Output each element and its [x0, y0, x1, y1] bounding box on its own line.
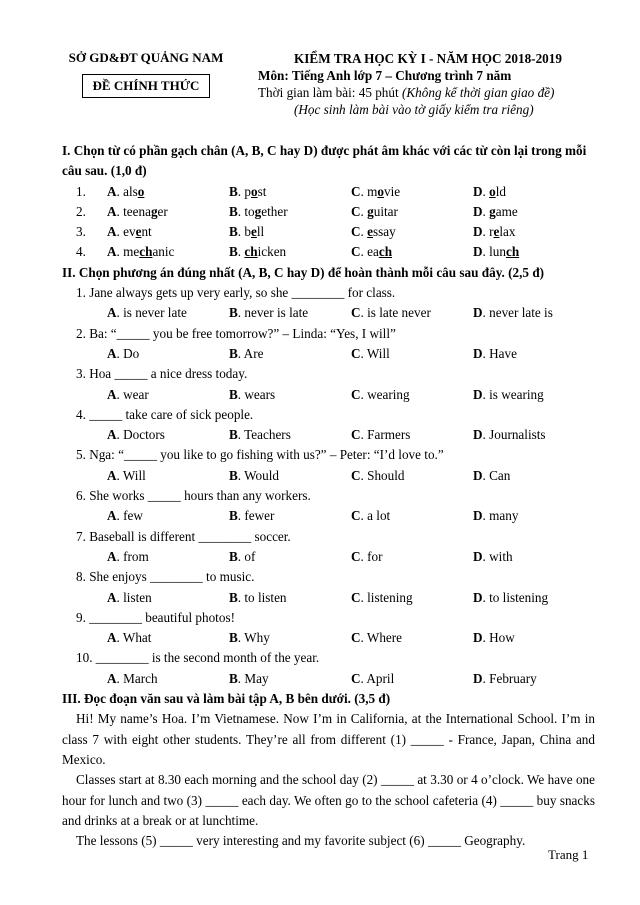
- option: B. chicken: [229, 244, 287, 260]
- option-text: February: [489, 670, 537, 686]
- underlined-part: g: [489, 203, 496, 219]
- underlined-part: e: [367, 224, 373, 240]
- option: D. How: [473, 630, 515, 646]
- word-part: ld: [495, 183, 506, 199]
- official-box: ĐỀ CHÍNH THỨC: [82, 74, 211, 98]
- option-letter: A: [107, 670, 117, 686]
- underlined-part: ch: [378, 244, 393, 260]
- section2-title: II. Chọn phương án đúng nhất (A, B, C hay D) để hoàn thành mỗi câu sau đây. (2,5 đ): [62, 264, 545, 280]
- option: B. Would: [229, 467, 279, 483]
- option-text: is wearing: [489, 386, 544, 402]
- word-part: me: [123, 244, 140, 260]
- option: D. Have: [473, 345, 517, 361]
- option: B. post: [229, 183, 267, 199]
- option-letter: B: [229, 630, 238, 646]
- options-row: [62, 303, 595, 323]
- option-text: Why: [244, 630, 270, 646]
- underlined-part: e: [135, 224, 142, 240]
- passage-paragraph: Classes start at 8.30 each morning and the school day (2) _____ at 3.30 or 4 o’clock. We have one hour for lunch and two (3) _____ each day. We often go to the school cafeteria (4) _____ buy snacks and drinks at a break or at lunchtime.: [62, 772, 595, 828]
- option-letter: C: [351, 244, 361, 260]
- option-text: Doctors: [123, 427, 165, 443]
- word-part: icken: [257, 244, 287, 260]
- pronunciation-row: [62, 202, 595, 222]
- org-name: SỞ GD&ĐT QUẢNG NAM: [68, 50, 224, 65]
- option-text: wearing: [367, 386, 410, 402]
- option: D. relax: [473, 224, 516, 240]
- option: B. together: [229, 203, 288, 219]
- option-letter: C: [351, 305, 361, 321]
- option-text: Should: [367, 467, 405, 483]
- option-letter: B: [229, 467, 238, 483]
- word-part: als: [123, 183, 138, 199]
- option-letter: B: [229, 508, 238, 524]
- option: B. bell: [229, 224, 265, 240]
- option: D. is wearing: [473, 386, 544, 402]
- option-letter: D: [473, 589, 483, 605]
- option-letter: B: [229, 548, 238, 564]
- option-text: Will: [122, 467, 146, 483]
- word-part: m: [367, 183, 378, 199]
- option-letter: C: [351, 548, 361, 564]
- word-part: lun: [489, 244, 506, 260]
- option: A. is never late: [107, 305, 187, 321]
- option-letter: A: [107, 467, 117, 483]
- option-text: Farmers: [367, 427, 411, 443]
- option-letter: D: [473, 630, 483, 646]
- option: B. wears: [229, 386, 276, 402]
- underlined-part: o: [137, 183, 145, 199]
- option-letter: A: [107, 305, 117, 321]
- question-text: 7. Baseball is different ________ soccer.: [76, 528, 291, 544]
- option-letter: A: [107, 224, 117, 240]
- option-letter: D: [473, 508, 483, 524]
- option-text: to listen: [244, 589, 287, 605]
- option-letter: A: [107, 183, 117, 199]
- option-text: of: [244, 548, 256, 564]
- passage-paragraph: Hi! My name’s Hoa. I’m Vietnamese. Now I’m in California, at the International School. I’m in class 7 with eight other students. They’re all from different (1) _____ - France, Japan, China and Mexico.: [62, 711, 595, 767]
- option: B. May: [229, 670, 269, 686]
- word-part: to: [244, 203, 255, 219]
- option-text: never late is: [489, 305, 553, 321]
- option-text: is never late: [123, 305, 187, 321]
- question-text: 4. _____ take care of sick people.: [76, 406, 254, 422]
- options-row: [62, 588, 595, 608]
- exam-subject: Môn: Tiếng Anh lớp 7 – Chương trình 7 năm: [258, 68, 512, 83]
- option: D. old: [473, 183, 506, 199]
- underlined-part: g: [150, 203, 158, 219]
- option-text: April: [366, 670, 395, 686]
- option-text: Teachers: [244, 427, 291, 443]
- word-part: ether: [261, 203, 288, 219]
- option-letter: A: [107, 244, 117, 260]
- section1-title: I. Chọn từ có phần gạch chân (A, B, C hay D) được phát âm khác với các từ còn lại trong mỗi câu sau. (1,0 đ): [62, 143, 587, 179]
- underlined-part: ch: [139, 244, 153, 260]
- option-letter: A: [107, 508, 117, 524]
- option-letter: C: [351, 183, 361, 199]
- option-letter: D: [473, 427, 483, 443]
- option-letter: C: [351, 508, 361, 524]
- option: C. essay: [351, 224, 396, 240]
- question-number: 3.: [76, 224, 86, 240]
- option-letter: A: [107, 386, 117, 402]
- header-right: [258, 50, 598, 118]
- option-letter: D: [473, 386, 483, 402]
- option-letter: B: [229, 589, 238, 605]
- option-letter: D: [473, 203, 483, 219]
- option: B. Are: [229, 345, 264, 361]
- option: A. March: [107, 670, 158, 686]
- option-letter: D: [473, 467, 483, 483]
- option: A. What: [107, 630, 152, 646]
- question-number: 2.: [76, 203, 86, 219]
- section3-passage: [62, 709, 595, 851]
- option-letter: C: [351, 589, 361, 605]
- option: A. Doctors: [107, 427, 165, 443]
- option-letter: A: [107, 427, 117, 443]
- option-text: Will: [366, 345, 390, 361]
- option: A. mechanic: [107, 244, 175, 260]
- option: A. few: [107, 508, 143, 524]
- underlined-part: o: [489, 183, 496, 199]
- option: A. from: [107, 548, 149, 564]
- question-text: 1. Jane always gets up very early, so she ________ for class.: [76, 285, 396, 301]
- option-letter: D: [473, 305, 483, 321]
- header-left: [56, 50, 236, 98]
- option-text: fewer: [244, 508, 275, 524]
- option-letter: B: [229, 427, 238, 443]
- option: D. many: [473, 508, 519, 524]
- exam-title: KIỂM TRA HỌC KỲ I - NĂM HỌC 2018-2019: [294, 51, 562, 66]
- option-text: never is late: [244, 305, 309, 321]
- option-letter: A: [107, 203, 117, 219]
- option-text: wear: [123, 386, 149, 402]
- pronunciation-row: [62, 222, 595, 242]
- option-text: Are: [243, 345, 264, 361]
- underlined-part: ch: [505, 244, 520, 260]
- option-letter: B: [229, 670, 238, 686]
- word-part: b: [244, 224, 251, 240]
- word-part: ll: [256, 224, 265, 240]
- option-text: Have: [489, 345, 517, 361]
- option: D. February: [473, 670, 537, 686]
- option-letter: D: [473, 670, 483, 686]
- option: A. wear: [107, 386, 149, 402]
- question-text: 3. Hoa _____ a nice dress today.: [76, 366, 248, 382]
- option-letter: C: [351, 670, 361, 686]
- option-text: May: [244, 670, 269, 686]
- option-text: wears: [244, 386, 276, 402]
- word-part: ssay: [372, 224, 396, 240]
- option: D. with: [473, 548, 513, 564]
- word-part: vie: [383, 183, 401, 199]
- word-part: lax: [499, 224, 516, 240]
- option-letter: B: [229, 305, 238, 321]
- word-part: ea: [367, 244, 379, 260]
- option-text: listen: [123, 589, 152, 605]
- options-row: [62, 547, 595, 567]
- option-text: Do: [123, 345, 140, 361]
- option: C. movie: [351, 183, 401, 199]
- exam-content: [62, 141, 595, 851]
- underlined-part: o: [250, 183, 258, 199]
- option-text: Journalists: [489, 427, 546, 443]
- option: C. a lot: [351, 508, 391, 524]
- section1-rows: [62, 182, 595, 263]
- option: B. of: [229, 548, 256, 564]
- option: D. Journalists: [473, 427, 546, 443]
- option: A. listen: [107, 589, 152, 605]
- pronunciation-row: [62, 242, 595, 262]
- option: B. fewer: [229, 508, 275, 524]
- option: C. for: [351, 548, 383, 564]
- underlined-part: ch: [244, 244, 258, 260]
- options-row: [62, 344, 595, 364]
- word-part: ame: [495, 203, 518, 219]
- option: A. Do: [107, 345, 140, 361]
- option-text: with: [489, 548, 513, 564]
- option-letter: C: [351, 224, 361, 240]
- option: C. April: [351, 670, 395, 686]
- option: B. Teachers: [229, 427, 291, 443]
- option-letter: D: [473, 224, 483, 240]
- option-text: Where: [366, 630, 403, 646]
- option-text: March: [123, 670, 158, 686]
- option: C. Should: [351, 467, 405, 483]
- option-text: for: [367, 548, 383, 564]
- option-text: few: [123, 508, 143, 524]
- word-part: uitar: [373, 203, 398, 219]
- option: C. Will: [351, 345, 390, 361]
- option: C. guitar: [351, 203, 398, 219]
- option-letter: A: [107, 589, 117, 605]
- option: C. is late never: [351, 305, 431, 321]
- option-letter: C: [351, 386, 361, 402]
- option: A. teenager: [107, 203, 168, 219]
- option-letter: A: [107, 548, 117, 564]
- options-row: [62, 669, 595, 689]
- question-text: 5. Nga: “_____ you like to go fishing with us?” – Peter: “I’d love to.”: [76, 447, 444, 463]
- underlined-part: g: [367, 203, 374, 219]
- option-letter: B: [229, 224, 238, 240]
- option: D. Can: [473, 467, 511, 483]
- option-letter: D: [473, 183, 483, 199]
- underlined-part: e: [493, 224, 500, 240]
- options-row: [62, 425, 595, 445]
- pronunciation-row: [62, 182, 595, 202]
- options-row: [62, 506, 595, 526]
- option-letter: A: [107, 630, 117, 646]
- word-part: anic: [152, 244, 175, 260]
- option-letter: B: [229, 183, 238, 199]
- question-text: 9. ________ beautiful photos!: [76, 609, 235, 625]
- option: B. never is late: [229, 305, 309, 321]
- option-letter: C: [351, 203, 361, 219]
- option: D. to listening: [473, 589, 549, 605]
- option-letter: B: [229, 244, 238, 260]
- option: B. to listen: [229, 589, 287, 605]
- option-text: How: [489, 630, 515, 646]
- option-letter: A: [107, 345, 117, 361]
- question-text: 10. ________ is the second month of the year.: [76, 650, 320, 666]
- options-row: [62, 628, 595, 648]
- option-letter: B: [229, 345, 238, 361]
- option-text: listening: [367, 589, 413, 605]
- word-part: teena: [123, 203, 151, 219]
- option-text: What: [122, 630, 152, 646]
- exam-time: Thời gian làm bài: 45 phút (Không kể thời gian giao đề): [258, 85, 555, 100]
- option: D. game: [473, 203, 518, 219]
- option: C. Where: [351, 630, 403, 646]
- option-letter: C: [351, 345, 361, 361]
- question-number: 1.: [76, 183, 86, 199]
- underlined-part: o: [377, 183, 384, 199]
- option: C. Farmers: [351, 427, 411, 443]
- option-text: Can: [489, 467, 511, 483]
- option-text: a lot: [367, 508, 391, 524]
- option-letter: D: [473, 345, 483, 361]
- option: D. lunch: [473, 244, 520, 260]
- options-row: [62, 466, 595, 486]
- option: C. each: [351, 244, 393, 260]
- question-text: 8. She enjoys ________ to music.: [76, 569, 255, 585]
- word-part: er: [157, 203, 168, 219]
- word-part: r: [489, 224, 494, 240]
- options-row: [62, 385, 595, 405]
- question-text: 6. She works _____ hours than any workers.: [76, 488, 311, 504]
- option-letter: B: [229, 386, 238, 402]
- option: A. Will: [107, 467, 146, 483]
- option: A. event: [107, 224, 152, 240]
- question-number: 4.: [76, 244, 86, 260]
- option-letter: D: [473, 244, 483, 260]
- word-part: ev: [123, 224, 136, 240]
- page-number: Trang 1: [548, 847, 589, 862]
- passage-paragraph: The lessons (5) _____ very interesting and my favorite subject (6) _____ Geography.: [76, 833, 526, 849]
- option-text: is late never: [367, 305, 431, 321]
- option-letter: B: [229, 203, 238, 219]
- option-letter: C: [351, 630, 361, 646]
- option-text: from: [123, 548, 149, 564]
- section2-questions: [62, 283, 595, 689]
- option-letter: C: [351, 427, 361, 443]
- option: C. wearing: [351, 386, 410, 402]
- underlined-part: e: [250, 224, 257, 240]
- option-text: Would: [244, 467, 279, 483]
- option-letter: C: [351, 467, 361, 483]
- option-text: many: [489, 508, 519, 524]
- word-part: nt: [141, 224, 152, 240]
- question-text: 2. Ba: “_____ you be free tomorrow?” – Linda: “Yes, I will”: [76, 325, 396, 341]
- word-part: p: [244, 183, 251, 199]
- option: D. never late is: [473, 305, 553, 321]
- option-letter: D: [473, 548, 483, 564]
- option-text: to listening: [489, 589, 549, 605]
- exam-instruction: (Học sinh làm bài vào tờ giấy kiểm tra riêng): [294, 102, 534, 117]
- option: C. listening: [351, 589, 413, 605]
- underlined-part: g: [254, 203, 262, 219]
- word-part: st: [257, 183, 267, 199]
- section3-title: III. Đọc đoạn văn sau và làm bài tập A, B bên dưới. (3,5 đ): [62, 691, 391, 707]
- option: B. Why: [229, 630, 270, 646]
- option: A. also: [107, 183, 145, 199]
